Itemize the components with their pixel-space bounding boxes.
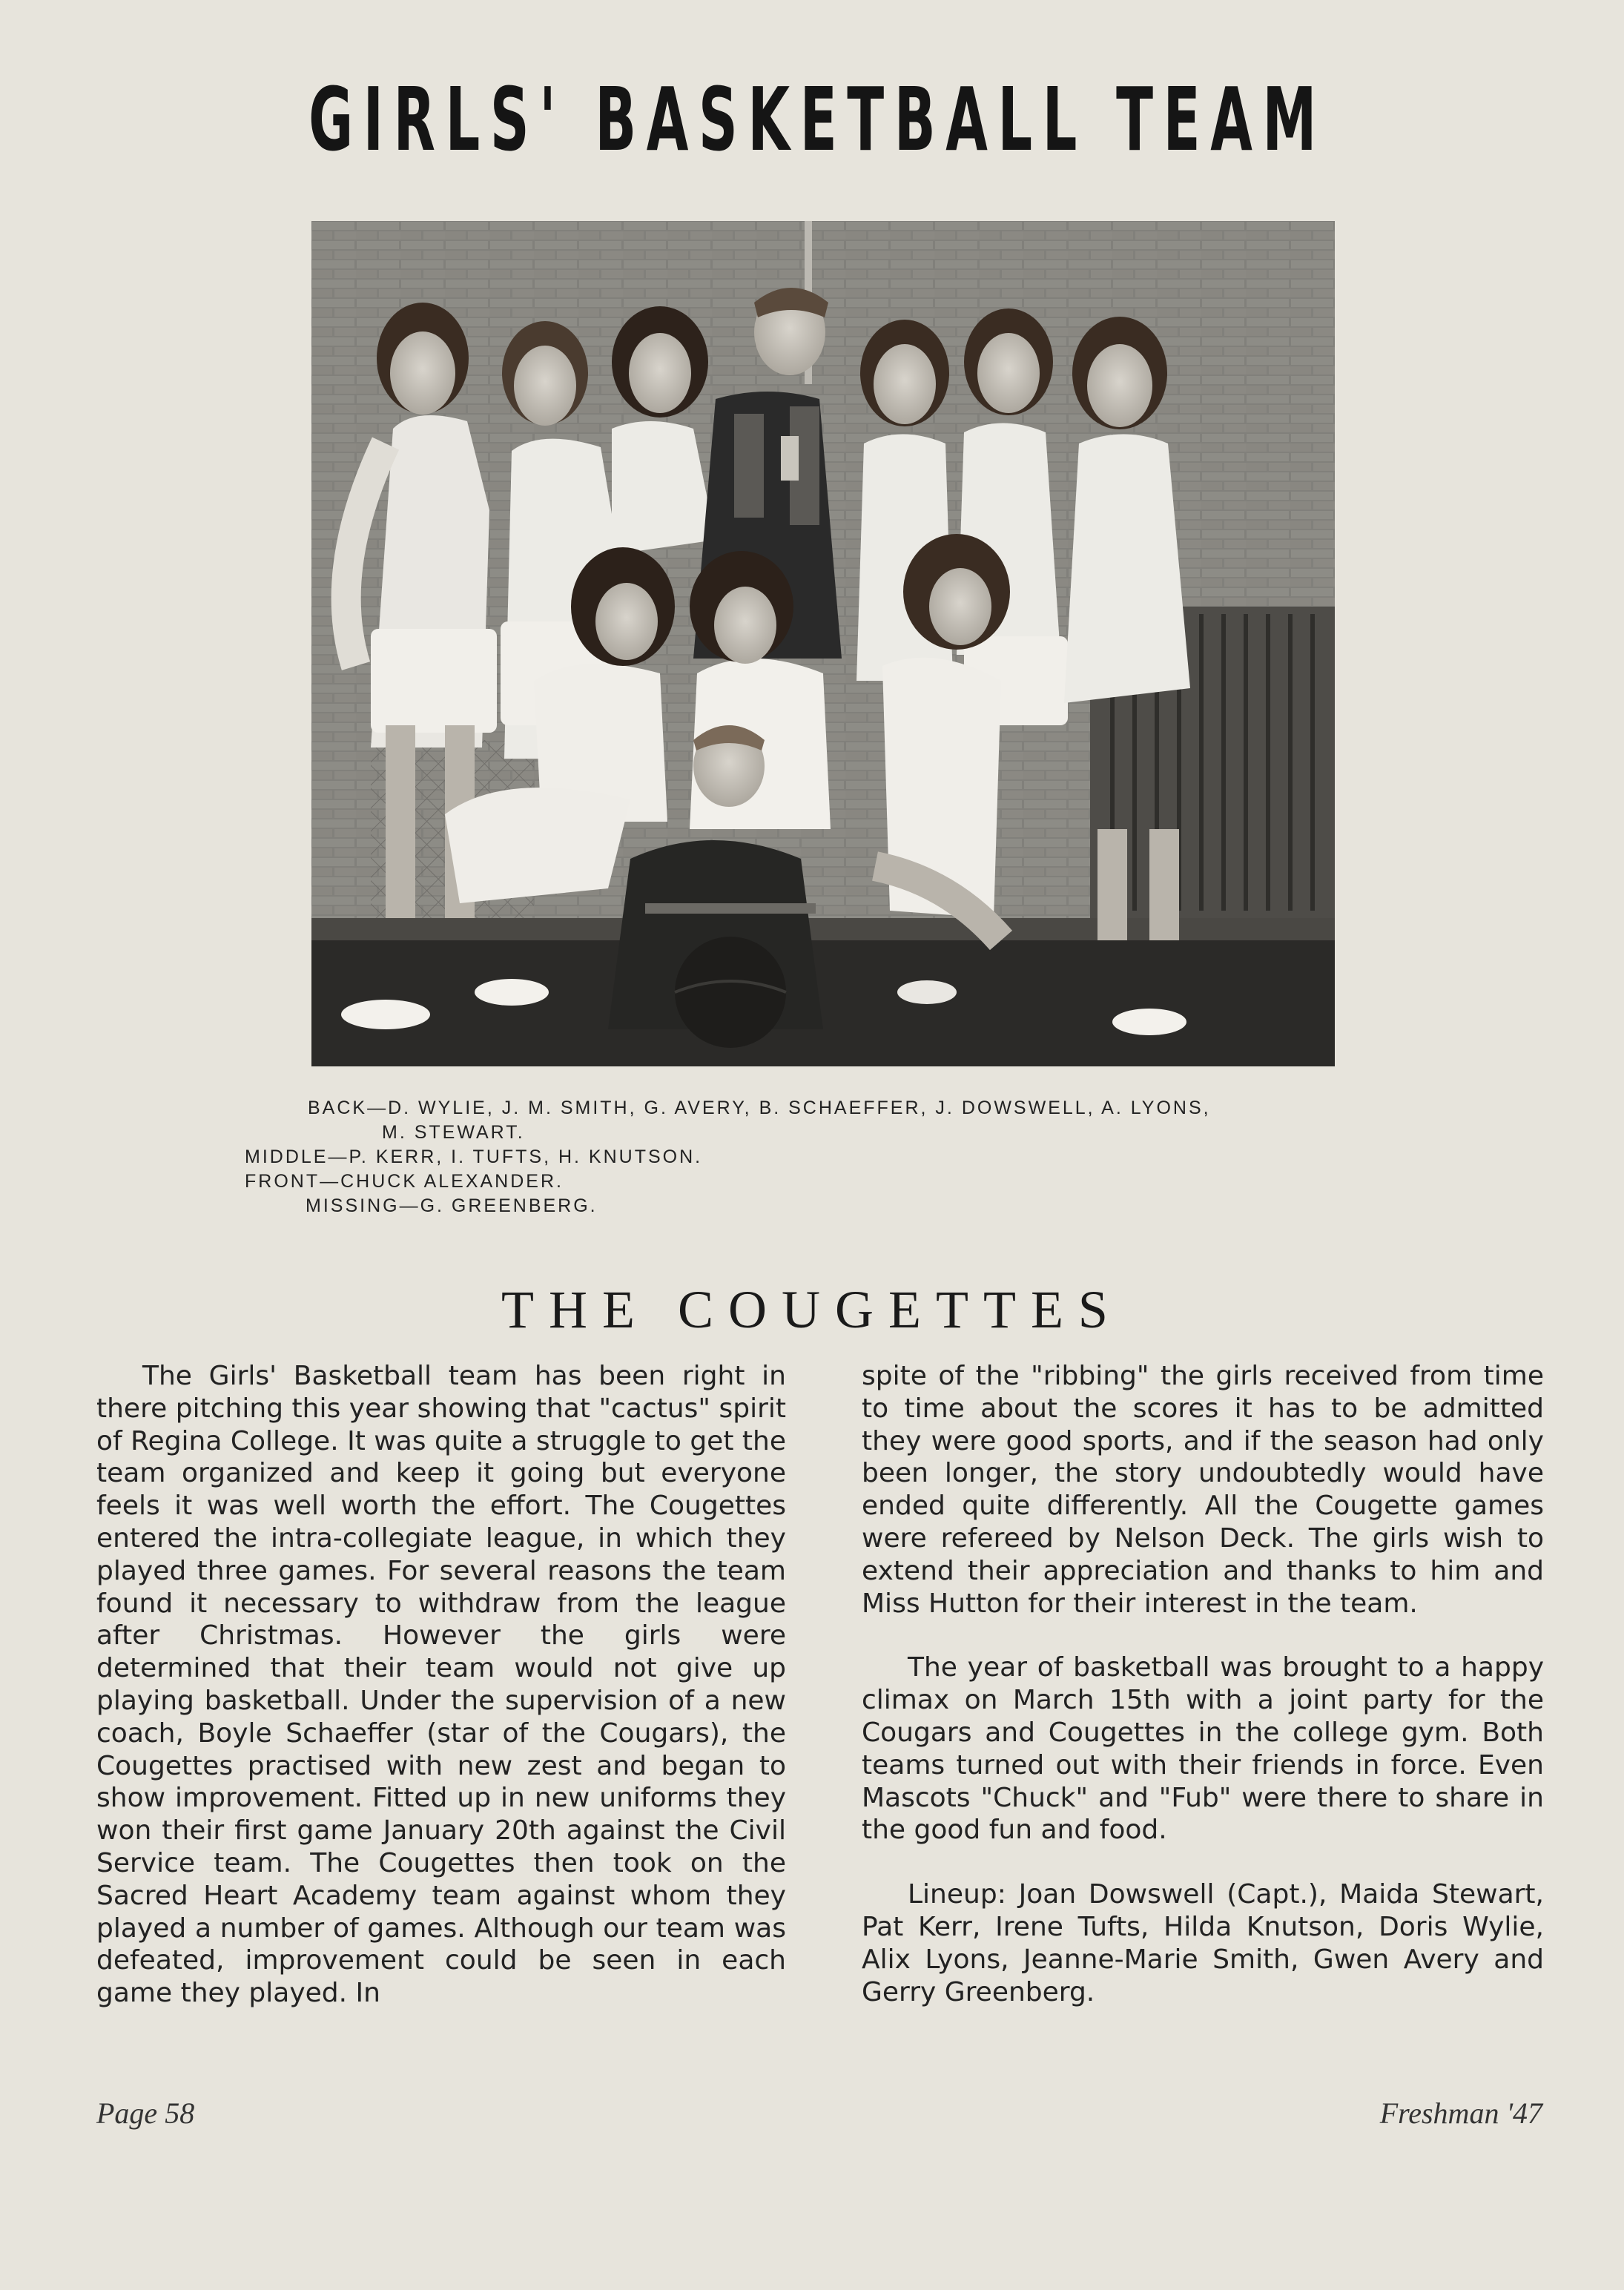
- caption-back-names: D. WYLIE, J. M. SMITH, G. AVERY, B. SCHAEFFER, J. DOWSWELL, A. LYONS,: [388, 1098, 1211, 1118]
- article-paragraph-2: The year of basketball was brought to a happy climax on March 15th with a joint party for the Cougars and Cougettes in the college gym. Both teams turned out with their friends in force. Even Mascots "Chuck" and "Fub" were there to share in the good fun and food.: [862, 1652, 1544, 1846]
- caption-middle-names: P. KERR, I. TUFTS, H. KNUTSON.: [349, 1146, 703, 1167]
- caption-middle-row: MIDDLE—P. KERR, I. TUFTS, H. KNUTSON.: [245, 1146, 703, 1167]
- team-photo: [311, 221, 1335, 1066]
- caption-back-row-cont: M. STEWART.: [382, 1122, 525, 1143]
- article-column-right: [862, 1360, 1544, 2008]
- caption-middle-label: MIDDLE: [245, 1146, 329, 1167]
- article-column-left: [96, 1360, 786, 2010]
- article-paragraph-lineup: Lineup: Joan Dowswell (Capt.), Maida Stewart, Pat Kerr, Irene Tufts, Hilda Knutson, Doris Wylie, Alix Lyons, Jeanne-Marie Smith, Gwen Avery and Gerry Greenberg.: [862, 1879, 1544, 2007]
- page-title: GIRLS' BASKETBALL TEAM: [308, 68, 1327, 171]
- article-paragraph-1: The Girls' Basketball team has been right in there pitching this year showing that "cactus" spirit of Regina College. It was quite a struggle to get the team organized and keep it going but everyone feels it was well worth the effort. The Cougettes entered the intra-collegiate league, in which they played three games. For several reasons the team found it necessary to withdraw from the league after Christmas. However the girls were determined that their team would not give up playing basketball. Under the supervision of a new coach, Boyle Schaeffer (star of the Cougars), the Cougettes practised with new zest and began to show improvement. Fitted up in new uniforms they won their first game January 20th against the Civil Service team. The Cougettes then took on the Sacred Heart Academy team against whom they played a number of games. Although our team was defeated, improvement could be seen in each game they played. In: [96, 1361, 786, 2009]
- photo-caption: [245, 1096, 1357, 1218]
- caption-front-row: FRONT—CHUCK ALEXANDER.: [245, 1171, 564, 1192]
- caption-missing-names: G. GREENBERG.: [420, 1195, 598, 1216]
- caption-front-label: FRONT: [245, 1171, 320, 1192]
- caption-missing-label: MISSING: [306, 1195, 400, 1216]
- publication-name: Freshman '47: [1379, 2096, 1542, 2130]
- caption-missing-row: MISSING—G. GREENBERG.: [306, 1195, 598, 1216]
- section-title: THE COUGETTES: [501, 1280, 1123, 1339]
- page-number: Page 58: [96, 2096, 195, 2130]
- caption-front-names: CHUCK ALEXANDER.: [340, 1171, 564, 1192]
- article-paragraph-1-continued: spite of the "ribbing" the girls received from time to time about the scores it has to be admitted they were good sports, and if the season had only been longer, the story undoubtedly would have ended quite differently. All the Cougette games were refereed by Nelson Deck. The girls wish to extend their appreciation and thanks to him and Miss Hutton for their interest in the team.: [862, 1361, 1544, 1619]
- caption-back-row: BACK—D. WYLIE, J. M. SMITH, G. AVERY, B. SCHAEFFER, J. DOWSWELL, A. LYONS,: [308, 1098, 1211, 1118]
- caption-back-label: BACK: [308, 1098, 368, 1118]
